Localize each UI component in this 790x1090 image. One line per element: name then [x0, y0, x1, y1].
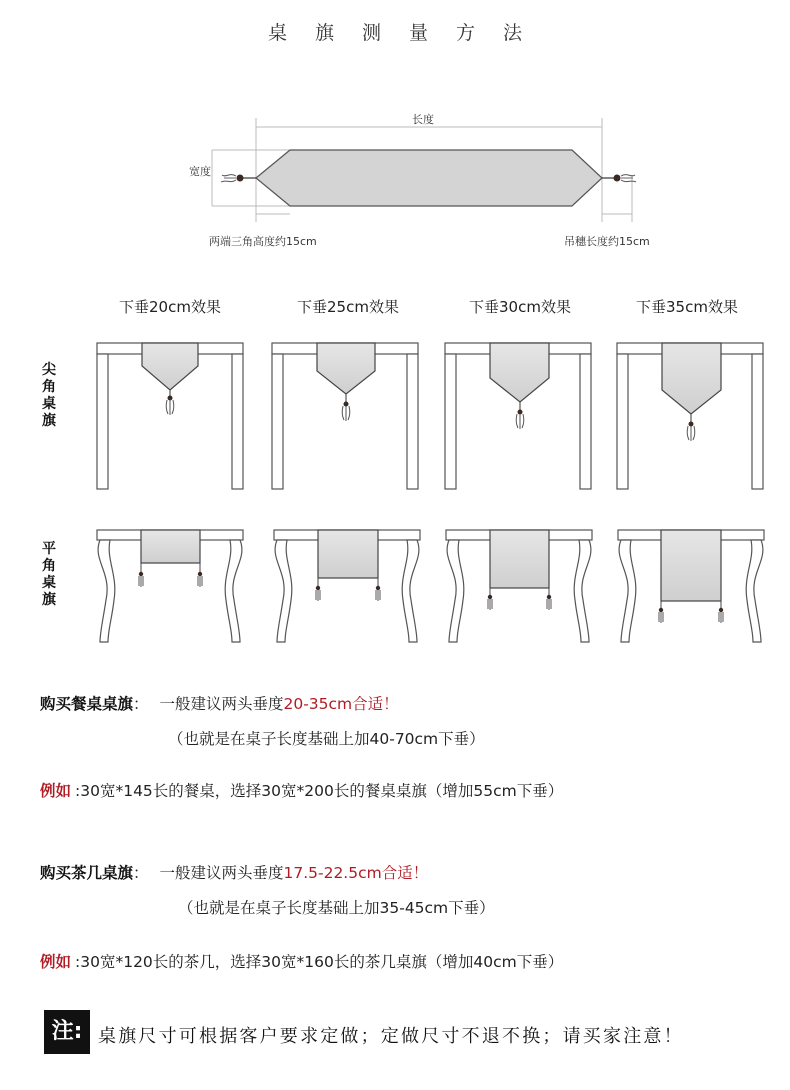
dining-colon: ： [133, 695, 149, 713]
row-label-char: 角 [42, 379, 56, 395]
flat-table-25cm [274, 530, 420, 642]
coffee-note: （也就是在桌子长度基础上加35-45cm下垂） [178, 899, 495, 917]
dining-advice-line [40, 692, 399, 714]
coffee-range: 17.5-22.5cm合适！ [283, 864, 429, 882]
row-label-char: 桌 [42, 396, 56, 412]
flat-table-35cm [618, 530, 764, 642]
runner-shape [256, 150, 602, 206]
dining-label: 购买餐桌桌旗 [40, 695, 134, 713]
dining-advice: 一般建议两头垂度 [159, 695, 284, 713]
drop-header-30cm: 下垂30cm效果 [469, 298, 571, 316]
coffee-advice: 一般建议两头垂度 [159, 864, 284, 882]
pointed-table-20cm [97, 343, 243, 489]
pointed-table-35cm [617, 343, 763, 489]
right-tassel-icon [602, 175, 636, 183]
flat-table-20cm [97, 530, 243, 642]
coffee-advice-line [40, 861, 428, 883]
coffee-example-label: 例如 [40, 953, 72, 971]
coffee-example-text: :30宽*120长的茶几，选择30宽*160长的茶几桌旗（增加40cm下垂） [75, 953, 564, 971]
row-label-char: 角 [42, 558, 56, 574]
row-label-char: 桌 [42, 575, 56, 591]
runner-diagram [212, 118, 636, 222]
triangle-height-note: 两端三角高度约15cm [209, 235, 317, 248]
dining-note: （也就是在桌子长度基础上加40-70cm下垂） [168, 730, 485, 748]
flat-table-30cm [446, 530, 592, 642]
pointed-table-25cm [272, 343, 418, 489]
dining-example-label: 例如 [40, 782, 72, 800]
row-label-char: 旗 [42, 592, 56, 608]
page-title: 桌旗测量方法 [267, 22, 550, 44]
coffee-label: 购买茶几桌旗 [40, 864, 134, 882]
row-label-char: 平 [42, 541, 56, 557]
row-label-char: 旗 [42, 413, 56, 429]
notice-label: 注: [44, 1010, 90, 1054]
drop-header-25cm: 下垂25cm效果 [297, 298, 399, 316]
coffee-example-line [40, 950, 563, 972]
pointed-table-30cm [445, 343, 591, 489]
row-label-flat [40, 541, 58, 609]
drop-header-35cm: 下垂35cm效果 [636, 298, 738, 316]
notice-text: 桌旗尺寸可根据客户要求定做；定做尺寸不退不换；请买家注意！ [98, 1026, 684, 1047]
width-label: 宽度 [189, 165, 211, 178]
drop-header-20cm: 下垂20cm效果 [119, 298, 221, 316]
dining-example-text: :30宽*145长的餐桌，选择30宽*200长的餐桌桌旗（增加55cm下垂） [75, 782, 564, 800]
tassel-length-note: 吊穗长度约15cm [564, 235, 650, 248]
row-label-char: 尖 [42, 362, 56, 378]
row-label-pointed [40, 362, 58, 430]
length-label: 长度 [412, 113, 434, 126]
coffee-colon: ： [133, 864, 149, 882]
dining-range: 20-35cm合适！ [283, 695, 399, 713]
dining-example-line [40, 779, 563, 801]
left-tassel-icon [221, 175, 256, 183]
